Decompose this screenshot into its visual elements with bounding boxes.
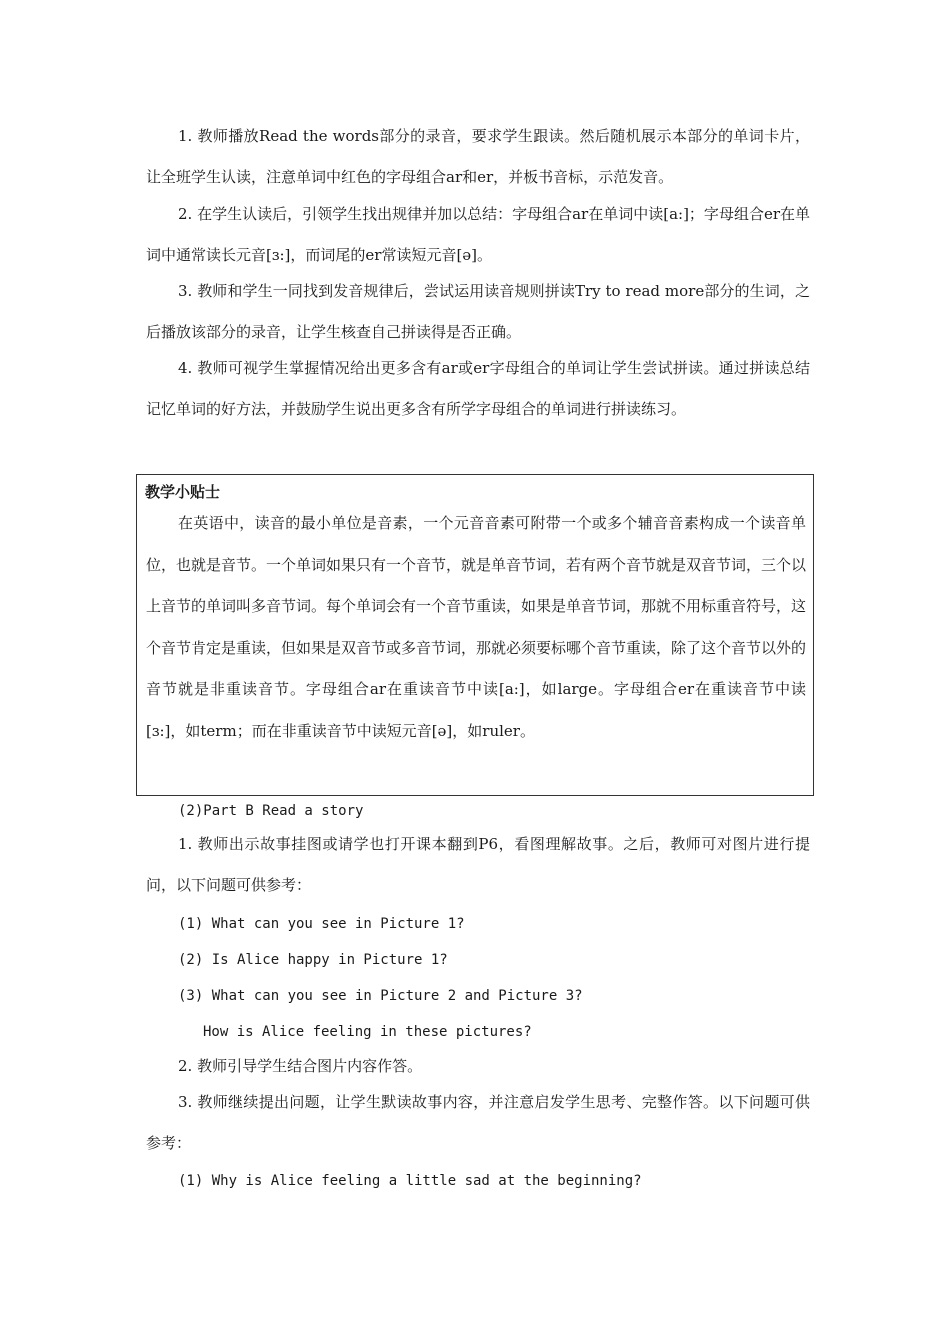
teaching-tip-body: 在英语中，读音的最小单位是音素，一个元音音素可附带一个或多个辅音音素构成一个读音单位，也就是音节。一个单词如果只有一个音节，就是单音节词，若有两个音节就是双音节词，三个以上音节的单词叫多音节词。每个单词会有一个音节重读，如果是单音节词，那就不用标重音符号，这个音节肯定是重读，但如果是双音节或多音节词，那就必须要标哪个音节重读，除了这个音节以外的音节就是非重读音节。字母组合ar在重读音节中读[a:]，如large。字母组合er在重读音节中读[ɜ:]，如term；而在非重读音节中读短元音[ə]，如ruler。 <box>146 514 807 740</box>
teaching-tip-title: 教学小贴士 <box>145 483 221 501</box>
teaching-tip-box <box>136 474 814 796</box>
paragraph-step-4: 4. 教师可视学生掌握情况给出更多含有ar或er字母组合的单词让学生尝试拼读。通过拼读总结记忆单词的好方法，并鼓励学生说出更多含有所学字母组合的单词进行拼读练习。 <box>146 359 810 418</box>
paragraph-part-b-step-1: 1. 教师出示故事挂图或请学也打开课本翻到P6，看图理解故事。之后，教师可对图片进行提问，以下问题可供参考： <box>146 835 810 894</box>
question-1: (1) What can you see in Picture 1? <box>178 916 465 932</box>
question-3: (3) What can you see in Picture 2 and Picture 3? <box>178 988 583 1004</box>
paragraph-part-b-step-2: 2. 教师引导学生结合图片内容作答。 <box>178 1057 423 1075</box>
part-b-heading: (2)Part B Read a story <box>178 803 364 819</box>
paragraph-step-2: 2. 在学生认读后，引领学生找出规律并加以总结：字母组合ar在单词中读[a:]；字母组合er在单词中通常读长元音[ɜ:]，而词尾的er常读短元音[ə]。 <box>146 205 810 264</box>
question-2: (2) Is Alice happy in Picture 1? <box>178 952 448 968</box>
paragraph-part-b-step-3: 3. 教师继续提出问题，让学生默读故事内容，并注意启发学生思考、完整作答。以下问题可供参考： <box>146 1093 810 1152</box>
paragraph-step-3: 3. 教师和学生一同找到发音规律后，尝试运用读音规则拼读Try to read more部分的生词，之后播放该部分的录音，让学生核查自己拼读得是否正确。 <box>146 282 810 341</box>
question-why-sad: (1) Why is Alice feeling a little sad at the beginning? <box>178 1173 642 1189</box>
paragraph-step-1: 1. 教师播放Read the words部分的录音，要求学生跟读。然后随机展示本部分的单词卡片，让全班学生认读，注意单词中红色的字母组合ar和er，并板书音标，示范发音。 <box>146 127 810 186</box>
question-3-followup: How is Alice feeling in these pictures? <box>203 1024 532 1040</box>
